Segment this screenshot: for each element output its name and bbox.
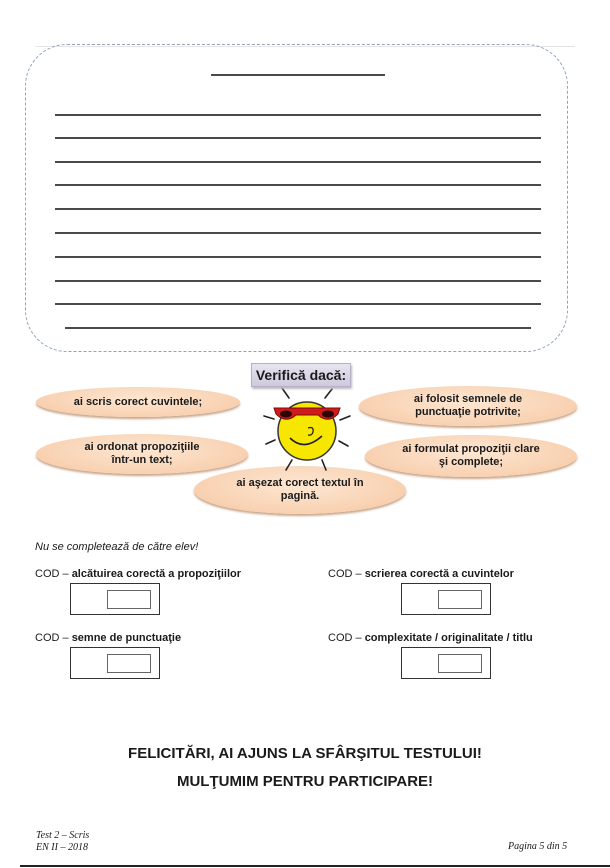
writing-area-frame [25, 44, 568, 352]
sun-ray [266, 440, 275, 444]
code-box [401, 583, 491, 615]
checklist-item-text: ai formulat propoziţii clare şi complete; [402, 443, 540, 468]
footer-test-name: Test 2 – Scris [36, 830, 90, 841]
code-input[interactable] [107, 590, 151, 609]
checklist-item-words [36, 387, 240, 417]
code-label [328, 632, 533, 644]
checklist-item-punctuation [359, 386, 577, 426]
checklist-title: Verifică dacă: [251, 363, 351, 387]
code-input[interactable] [438, 654, 482, 673]
closing-thanks: MULŢUMIM PENTRU PARTICIPARE! [176, 773, 434, 790]
writing-line[interactable] [55, 256, 541, 258]
closing-congratulations: FELICITĂRI, AI AJUNS LA SFÂRŞITUL TESTULUI! [128, 745, 482, 762]
code-criterion: scrierea corectă a cuvintelor [364, 568, 514, 580]
sun-ray [286, 460, 292, 470]
code-input[interactable] [438, 590, 482, 609]
writing-line[interactable] [65, 327, 531, 329]
checklist-item-text: ai folosit semnele de punctuaţie potrivite; [413, 393, 523, 418]
title-writing-line[interactable] [211, 74, 385, 76]
writing-line[interactable] [55, 208, 541, 210]
code-prefix: COD – [35, 568, 72, 580]
sun-ray [282, 388, 289, 398]
checklist-item-text: ai aşezat corect textul în pagină. [236, 477, 364, 502]
code-label [35, 632, 181, 644]
sun-sunglasses-icon [262, 386, 352, 474]
sun-ray [340, 416, 350, 420]
writing-line[interactable] [55, 303, 541, 305]
sun-ray [339, 441, 348, 446]
footer-rule [20, 865, 610, 867]
checklist-item-sentences [365, 435, 577, 477]
writing-line[interactable] [55, 232, 541, 234]
sun-ray [322, 460, 326, 470]
code-prefix: COD – [328, 632, 365, 644]
code-box [70, 583, 160, 615]
teacher-only-note: Nu se completează de către elev! [35, 541, 199, 553]
writing-line[interactable] [55, 114, 541, 116]
checklist-item-text: ai ordonat propoziţiile într-un text; [84, 441, 200, 466]
code-prefix: COD – [35, 632, 72, 644]
checklist-item-text: ai scris corect cuvintele; [73, 395, 203, 408]
footer-test-info [36, 830, 89, 854]
code-criterion: complexitate / originalitate / titlu [364, 632, 533, 644]
code-box [401, 647, 491, 679]
code-prefix: COD – [328, 568, 365, 580]
writing-line[interactable] [55, 184, 541, 186]
code-box [70, 647, 160, 679]
code-input[interactable] [107, 654, 151, 673]
footer-exam-name: EN II – 2018 [36, 842, 88, 853]
sun-ray [325, 389, 332, 398]
code-criterion: semne de punctuaţie [71, 632, 182, 644]
writing-line[interactable] [55, 280, 541, 282]
code-label [328, 568, 514, 580]
writing-line[interactable] [55, 161, 541, 163]
footer-page-number: Pagina 5 din 5 [508, 841, 568, 852]
writing-line[interactable] [55, 137, 541, 139]
code-criterion: alcătuirea corectă a propoziţiilor [71, 568, 242, 580]
checklist-item-ordering [36, 434, 248, 474]
sun-ray [264, 416, 274, 419]
code-label [35, 568, 241, 580]
